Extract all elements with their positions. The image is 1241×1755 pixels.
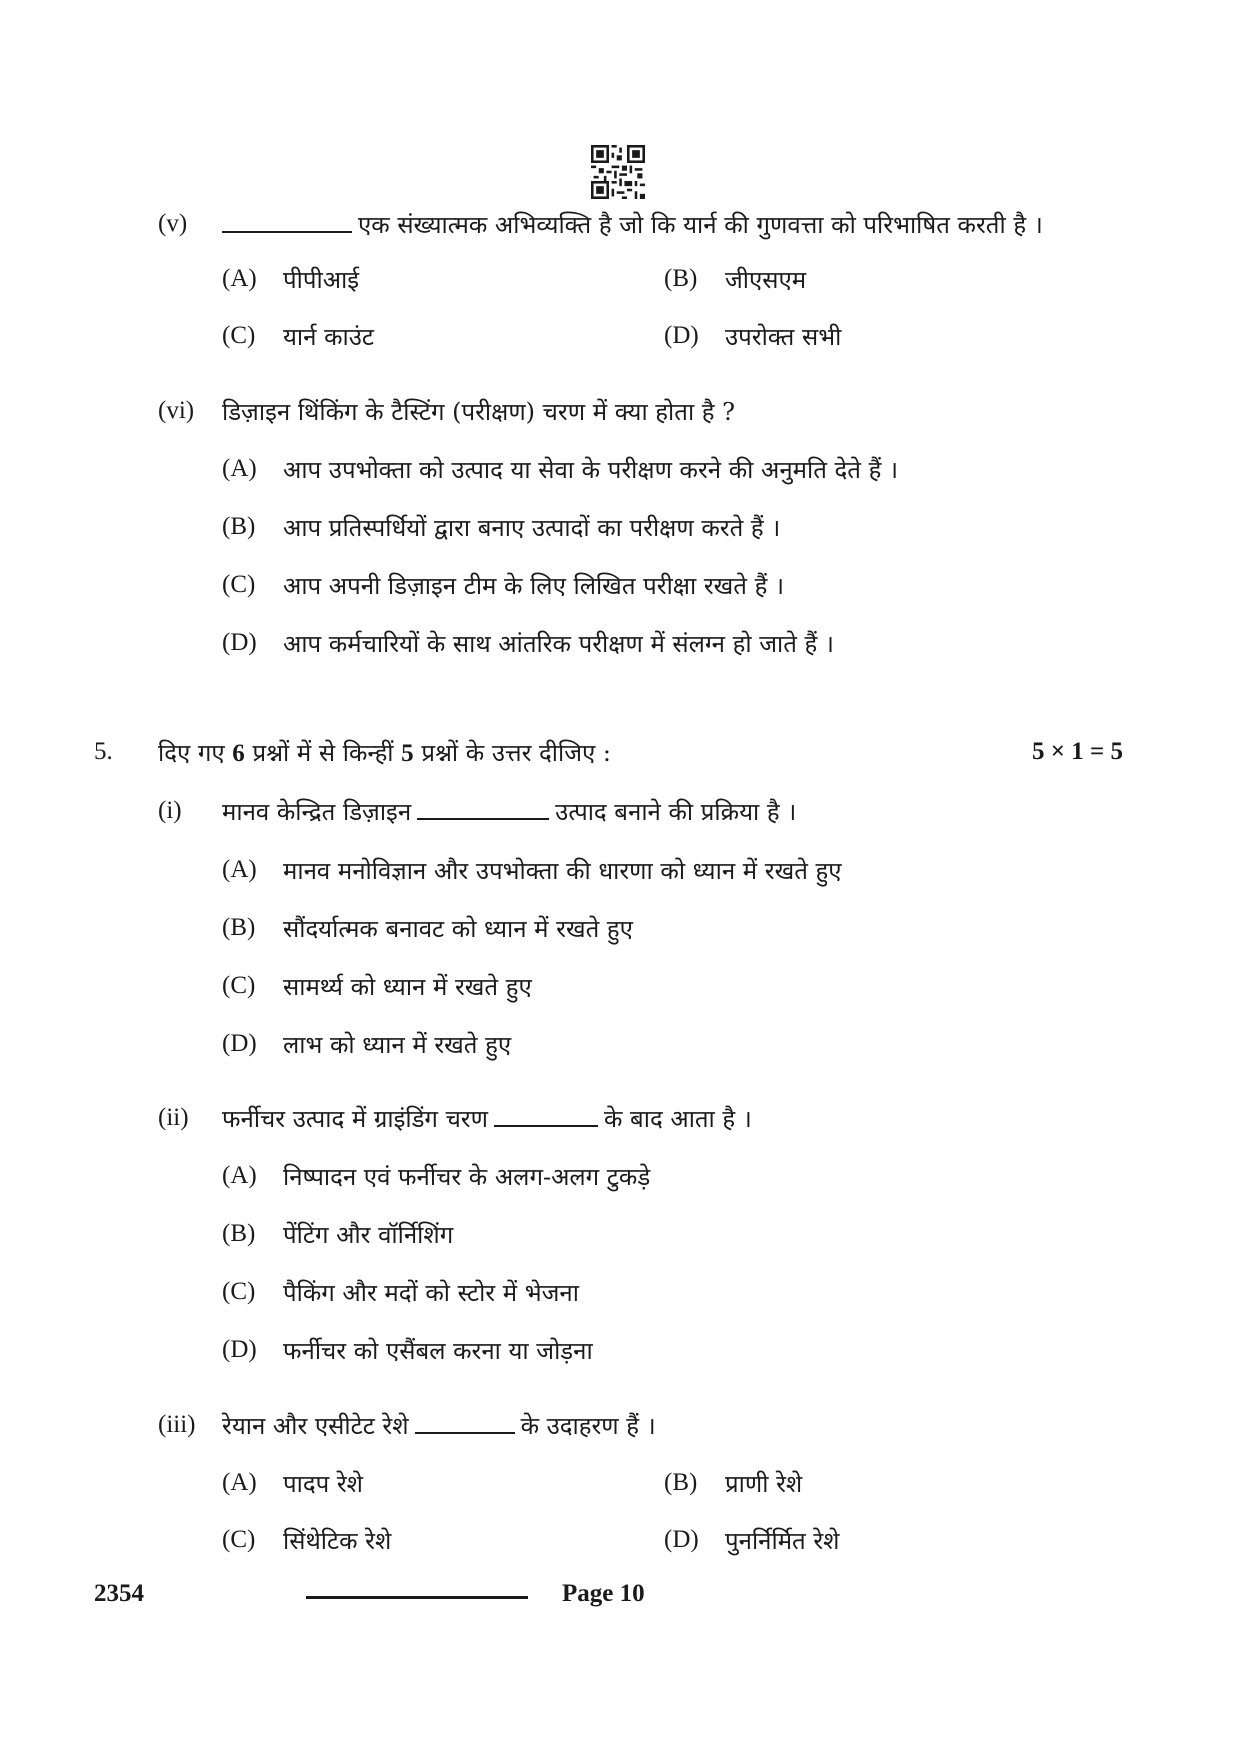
answer-blank [415,1410,515,1434]
question-number: 5. [94,738,113,765]
page-number: Page 10 [562,1580,645,1607]
option-label: (B) [664,265,698,292]
paper-code: 2354 [94,1580,144,1607]
option-text: आप प्रतिस्पर्धियों द्वारा बनाए उत्पादों का परीक्षण करते हैं । [283,514,781,542]
question-text-body: उत्पाद बनाने की प्रक्रिया है । [555,798,797,826]
marks-allocation: 5 × 1 = 5 [1032,738,1123,765]
option-text: सामर्थ्य को ध्यान में रखते हुए [283,973,532,1001]
option-text: पुनर्निर्मित रेशे [725,1527,840,1555]
option-label: (C) [222,1278,256,1305]
question-text [222,208,1043,241]
option-label: (D) [664,1526,699,1553]
option-text: फर्नीचर को एसैंबल करना या जोड़ना [283,1337,593,1365]
footer-divider [306,1596,528,1599]
option-label: (D) [222,1336,257,1363]
option-text: जीएसएम [725,266,807,294]
option-text: उपरोक्त सभी [725,323,842,351]
option-text: सौंदर्यात्मक बनावट को ध्यान में रखते हुए [283,915,633,943]
option-label: (C) [222,322,256,349]
option-text: आप कर्मचारियों के साथ आंतरिक परीक्षण में संलग्न हो जाते हैं । [283,630,835,658]
option-label: (C) [222,571,256,598]
instruction-text: प्रश्नों में से किन्हीं [252,739,394,767]
option-text: पैकिंग और मदों को स्टोर में भेजना [283,1279,579,1307]
option-text: मानव मनोविज्ञान और उपभोक्ता की धारणा को ध्यान में रखते हुए [283,857,842,885]
option-label: (B) [664,1469,698,1496]
option-label: (D) [222,629,257,656]
question-number: (iii) [158,1411,196,1438]
question-text-body: एक संख्यात्मक अभिव्यक्ति है जो कि यार्न की गुणवत्ता को परिभाषित करती है । [358,211,1043,239]
question-text [222,1409,656,1442]
option-text: पादप रेशे [283,1470,363,1498]
question-number: (v) [158,210,188,237]
option-text: आप उपभोक्ता को उत्पाद या सेवा के परीक्षण करने की अनुमति देते हैं । [283,456,899,484]
option-label: (C) [222,1526,256,1553]
question-text-body: के उदाहरण हैं । [520,1412,656,1440]
option-text: निष्पादन एवं फर्नीचर के अलग-अलग टुकड़े [283,1163,651,1191]
answer-blank [494,1103,598,1127]
option-text: आप अपनी डिज़ाइन टीम के लिए लिखित परीक्षा रखते हैं । [283,572,785,600]
option-label: (A) [222,1162,257,1189]
option-label: (B) [222,1220,256,1247]
option-text: पेंटिंग और वॉर्निशिंग [283,1221,454,1249]
question-text-body: फर्नीचर उत्पाद में ग्राइंडिंग चरण [222,1105,488,1133]
instruction-count: 5 [401,740,414,767]
option-label: (D) [222,1030,257,1057]
answer-blank [222,209,352,233]
question-number: (vi) [158,397,195,424]
question-text-body: के बाद आता है । [603,1105,752,1133]
question-text [222,1102,752,1135]
option-label: (A) [222,265,257,292]
qr-code-icon [591,145,645,199]
option-text: यार्न काउंट [283,323,374,351]
instruction-text: प्रश्नों के उत्तर दीजिए : [421,739,611,767]
option-label: (A) [222,455,257,482]
instruction-text: दिए गए [158,739,225,767]
answer-blank [417,796,549,820]
question-text-body: रेयान और एसीटेट रेशे [222,1412,409,1440]
question-instruction [158,736,611,769]
option-text: प्राणी रेशे [725,1470,803,1498]
option-label: (A) [222,1469,257,1496]
instruction-count: 6 [232,740,245,767]
question-number: (i) [158,797,182,824]
question-text: डिज़ाइन थिंकिंग के टैस्टिंग (परीक्षण) चरण में क्या होता है ? [222,398,736,426]
option-label: (C) [222,972,256,999]
question-text [222,795,796,828]
option-label: (B) [222,513,256,540]
option-text: लाभ को ध्यान में रखते हुए [283,1031,512,1059]
option-label: (B) [222,914,256,941]
option-text: सिंथेटिक रेशे [283,1527,392,1555]
question-text-body: मानव केन्द्रित डिज़ाइन [222,798,412,826]
option-label: (A) [222,856,257,883]
option-label: (D) [664,322,699,349]
option-text: पीपीआई [283,266,360,294]
question-number: (ii) [158,1104,189,1131]
